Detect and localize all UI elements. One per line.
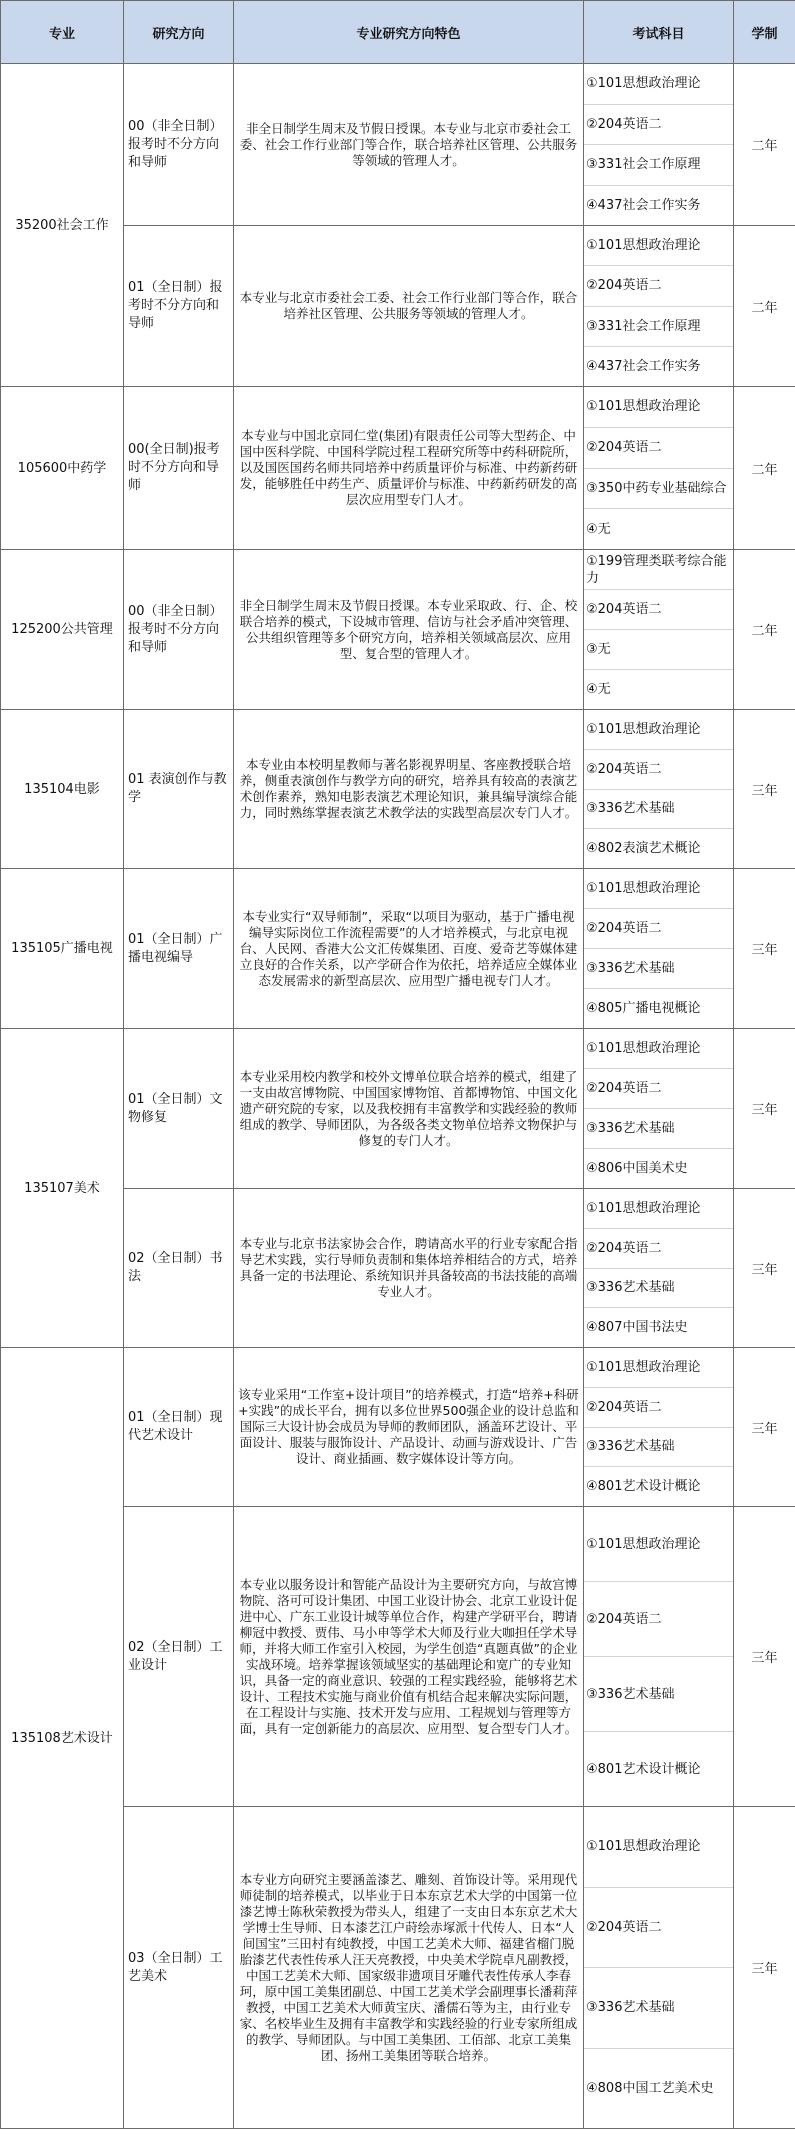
major-name-cell: 135105广播电视: [1, 869, 124, 1029]
feature-cell: 本专业以服务设计和智能产品设计为主要研究方向，与故宫博物院、洛可可设计集团、中国工业设计协会、北京工业设计促进中心、广东工业设计城等单位合作，构建产学研平台，聘请柳冠中教授、贾伟、马小申等学术大师及行业大咖担任学术导师，并将大师工作室引入校园，为学生创造“真题真做”的企业实战环境。培养掌握该领域坚实的基础理论和宽广的专业知识，具备一定的商业意识、较强的工程实践经验，能够将艺术设计、工程技术实施与商业价值有机结合起来解决实际问题，在工程设计与实施、技术开发与应用、工程规划与管理等方面，具有一定创新能力的高层次、应用型、复合型专门人才。: [234, 1507, 584, 1807]
years-cell: 三年: [734, 710, 795, 869]
exam-subject: ①101思想政治理论: [584, 387, 733, 428]
exam-subject: ②204英语二: [584, 1888, 733, 1969]
exams-cell: [584, 226, 734, 387]
exam-list: [584, 64, 733, 225]
feature-cell: 本专业与北京书法家协会合作，聘请高水平的行业专家配合指导艺术实践，实行导师负责制和集体培养相结合的方式，培养具备一定的书法理论、系统知识并具备较高的书法技能的高端专业人才。: [234, 1189, 584, 1348]
exam-subject: ②204英语二: [584, 428, 733, 469]
exam-subject: ③无: [584, 630, 733, 670]
exam-list: [584, 550, 733, 709]
major-name-cell: 35200社会工作: [1, 64, 124, 387]
feature-cell: 本专业采用校内教学和校外文博单位联合培养的模式，组建了一支由故宫博物院、中国国家博物馆、首都博物馆、中国文化遗产研究院的专家，以及我校拥有丰富教学和实践经验的教师组成的教学、导师团队，为各级各类文物单位培养文物保护与修复的专门人才。: [234, 1029, 584, 1189]
major-name-cell: 135104电影: [1, 710, 124, 869]
exam-subject: ①101思想政治理论: [584, 226, 733, 266]
feature-cell: 本专业实行“双导师制”，采取“以项目为驱动，基于广播电视编导实际岗位工作流程需要”的人才培养模式，与北京电视台、人民网、香港大公文汇传媒集团、百度、爱奇艺等媒体建立良好的合作关系，以产学研合作为依托，培养适应全媒体业态发展需求的新型高层次、应用型广播电视专门人才。: [234, 869, 584, 1029]
exams-cell: [584, 1807, 734, 2129]
exam-list: [584, 1189, 733, 1347]
exam-subject: ①101思想政治理论: [584, 64, 733, 105]
exam-subject: ④无: [586, 682, 611, 697]
major-name-cell: 105600中药学: [1, 387, 124, 550]
exam-list: [584, 1029, 733, 1188]
exams-cell: [584, 1029, 734, 1189]
years-cell: 三年: [734, 1507, 795, 1807]
table-row: [1, 550, 795, 710]
exam-subject: ③350中药专业基础综合: [584, 469, 733, 510]
years-cell: 二年: [734, 550, 795, 710]
header-row: [1, 1, 795, 64]
direction-cell: 00(全日制)报考时不分方向和导师: [124, 387, 234, 550]
exam-list: [584, 387, 733, 549]
years-cell: 三年: [734, 1189, 795, 1348]
header-feature: 专业研究方向特色: [234, 1, 584, 64]
exams-cell: [584, 1189, 734, 1348]
exams-cell: [584, 710, 734, 869]
exam-subject: ②204英语二: [584, 1388, 733, 1428]
feature-cell: 本专业与中国北京同仁堂(集团)有限责任公司等大型药企、中国中医科学院、中国科学院过程工程研究所等中药科研院所，以及国医国药名师共同培养中药质量评价与标准、中药新药研发，能够胜任中药生产、质量评价与标准、中药新药研发的高层次应用型专门人才。: [234, 387, 584, 550]
exams-cell: [584, 550, 734, 710]
direction-cell: 02（全日制）工业设计: [124, 1507, 234, 1807]
exam-list: [584, 226, 733, 386]
exam-subject: ④805广播电视概论: [586, 1001, 701, 1016]
exam-list: [584, 1807, 733, 2128]
exam-subject: ②204英语二: [584, 1229, 733, 1269]
major-name-cell: 125200公共管理: [1, 550, 124, 710]
feature-cell: 本专业由本校明星教师与著名影视界明星、客座教授联合培养，侧重表演创作与教学方向的研究，培养具有较高的表演艺术创作素养，熟知电影表演艺术理论知识，兼具编导演综合能力，同时熟练掌握表演艺术教学法的实践型高层次专门人才。: [234, 710, 584, 869]
years-cell: 二年: [734, 64, 795, 226]
feature-cell: 本专业方向研究主要涵盖漆艺、雕刻、首饰设计等。采用现代师徒制的培养模式，以毕业于日本东京艺术大学的中国第一位漆艺博士陈秋荣教授为带头人，组建了一支由日本东京艺术大学博士生导师、日本漆艺江户莳绘赤塚派十代传人、日本“人间国宝”三田村有纯教授，中国工艺美术大师、福建省榴门脱胎漆艺代表性传承人汪天亮教授，中央美术学院卓凡副教授，中国工艺美术大师、国家级非遗项目牙雕代表性传承人李春珂，原中国工美集团副总、中国工艺美术学会副理事长潘莉萍教授，中国工艺美术大师黄宝庆、潘儒石等为主，由行业专家、名校毕业生及拥有丰富教学和实践经验的行业专家所组成的教学、导师团队。与中国工美集团、工佰部、北京工美集团、扬州工美集团等联合培养。: [234, 1807, 584, 2129]
table-row: [1, 64, 795, 226]
exam-subject: ②204英语二: [584, 590, 733, 630]
exams-cell: [584, 869, 734, 1029]
exam-subject: ③336艺术基础: [584, 1428, 733, 1468]
years-cell: 三年: [734, 1029, 795, 1189]
feature-cell: 非全日制学生周末及节假日授课。本专业采取政、行、企、校联合培养的模式，下设城市管理、信访与社会矛盾冲突管理、公共组织管理等多个研究方向，培养相关领域高层次、应用型、复合型的管理人才。: [234, 550, 584, 710]
exam-subject: ①101思想政治理论: [584, 1029, 733, 1069]
exam-subject: ①199管理类联考综合能力: [584, 550, 733, 590]
table-row: [1, 387, 795, 550]
exam-subject: ①101思想政治理论: [584, 869, 733, 909]
direction-cell: 01（全日制）广播电视编导: [124, 869, 234, 1029]
direction-cell: 01 表演创作与教学: [124, 710, 234, 869]
table-row: [1, 1029, 795, 1189]
exams-cell: [584, 64, 734, 226]
table-row: [1, 1348, 795, 1507]
table-row: [1, 710, 795, 869]
exam-subject: ④437社会工作实务: [586, 197, 701, 213]
years-cell: 二年: [734, 226, 795, 387]
years-cell: 二年: [734, 387, 795, 550]
years-cell: 三年: [734, 1348, 795, 1507]
exam-subject: ③336艺术基础: [584, 949, 733, 989]
exam-subject: ①101思想政治理论: [584, 1189, 733, 1229]
exam-list: [584, 869, 733, 1028]
years-cell: 三年: [734, 869, 795, 1029]
exam-subject: ④806中国美术史: [586, 1161, 688, 1176]
direction-cell: 01（全日制）报考时不分方向和导师: [124, 226, 234, 387]
header-years: 学制: [734, 1, 795, 64]
exam-subject: ④802表演艺术概论: [586, 841, 701, 857]
exam-subject: ②204英语二: [584, 909, 733, 949]
table-row: [1, 869, 795, 1029]
major-name-cell: 135107美术: [1, 1029, 124, 1348]
exam-subject: ③331社会工作原理: [584, 145, 733, 186]
feature-cell: 该专业采用“工作室+设计项目”的培养模式，打造“培养+科研+实践”的成长平台，拥有以多位世界500强企业的设计总监和国际三大设计协会成员为导师的教师团队，涵盖环艺设计、平面设计、服装与服饰设计、产品设计、动画与游戏设计、广告设计、商业插画、数字媒体设计等方向。: [234, 1348, 584, 1507]
direction-cell: 01（全日制）文物修复: [124, 1029, 234, 1189]
exam-subject: ②204英语二: [584, 266, 733, 306]
table-body: [1, 64, 795, 2129]
direction-cell: 00（非全日制）报考时不分方向和导师: [124, 64, 234, 226]
exam-subject: ①101思想政治理论: [584, 1807, 733, 1888]
exam-subject: ④807中国书法史: [586, 1320, 688, 1336]
exam-subject: ①101思想政治理论: [584, 1348, 733, 1388]
direction-cell: 01（全日制）现代艺术设计: [124, 1348, 234, 1507]
exam-subject: ②204英语二: [584, 750, 733, 790]
feature-cell: 非全日制学生周末及节假日授课。本专业与北京市委社会工委、社会工作行业部门等合作，联合培养社区管理、公共服务等领域的管理人才。: [234, 64, 584, 226]
exam-subject: ①101思想政治理论: [584, 1507, 733, 1582]
major-name-cell: 135108艺术设计: [1, 1348, 124, 2129]
exam-subject: ③336艺术基础: [584, 1269, 733, 1309]
header-exams: 考试科目: [584, 1, 734, 64]
direction-cell: 00（非全日制）报考时不分方向和导师: [124, 550, 234, 710]
feature-cell: 本专业与北京市委社会工委、社会工作行业部门等合作，联合培养社区管理、公共服务等领域的管理人才。: [234, 226, 584, 387]
exam-list: [584, 1507, 733, 1806]
exams-cell: [584, 387, 734, 550]
exam-subject: ④无: [586, 521, 611, 537]
exam-subject: ④808中国工艺美术史: [586, 2080, 714, 2096]
exam-subject: ①101思想政治理论: [584, 710, 733, 750]
exam-subject: ③336艺术基础: [584, 1968, 733, 2049]
exam-list: [584, 1348, 733, 1506]
exam-subject: ②204英语二: [584, 105, 733, 146]
exam-subject: ④437社会工作实务: [586, 358, 701, 374]
exam-subject: ④801艺术设计概论: [586, 1479, 701, 1495]
exam-list: [584, 710, 733, 868]
exam-subject: ③336艺术基础: [584, 1657, 733, 1732]
exam-subject: ②204英语二: [584, 1069, 733, 1109]
years-cell: 三年: [734, 1807, 795, 2129]
exam-subject: ②204英语二: [584, 1582, 733, 1657]
exam-subject: ③336艺术基础: [584, 1109, 733, 1149]
direction-cell: 03（全日制）工艺美术: [124, 1807, 234, 2129]
direction-cell: 02（全日制）书法: [124, 1189, 234, 1348]
header-major: 专业: [1, 1, 124, 64]
exam-subject: ③336艺术基础: [584, 790, 733, 830]
exams-cell: [584, 1507, 734, 1807]
exam-subject: ④801艺术设计概论: [586, 1761, 701, 1777]
header-direction: 研究方向: [124, 1, 234, 64]
exam-subject: ③331社会工作原理: [584, 307, 733, 347]
exams-cell: [584, 1348, 734, 1507]
